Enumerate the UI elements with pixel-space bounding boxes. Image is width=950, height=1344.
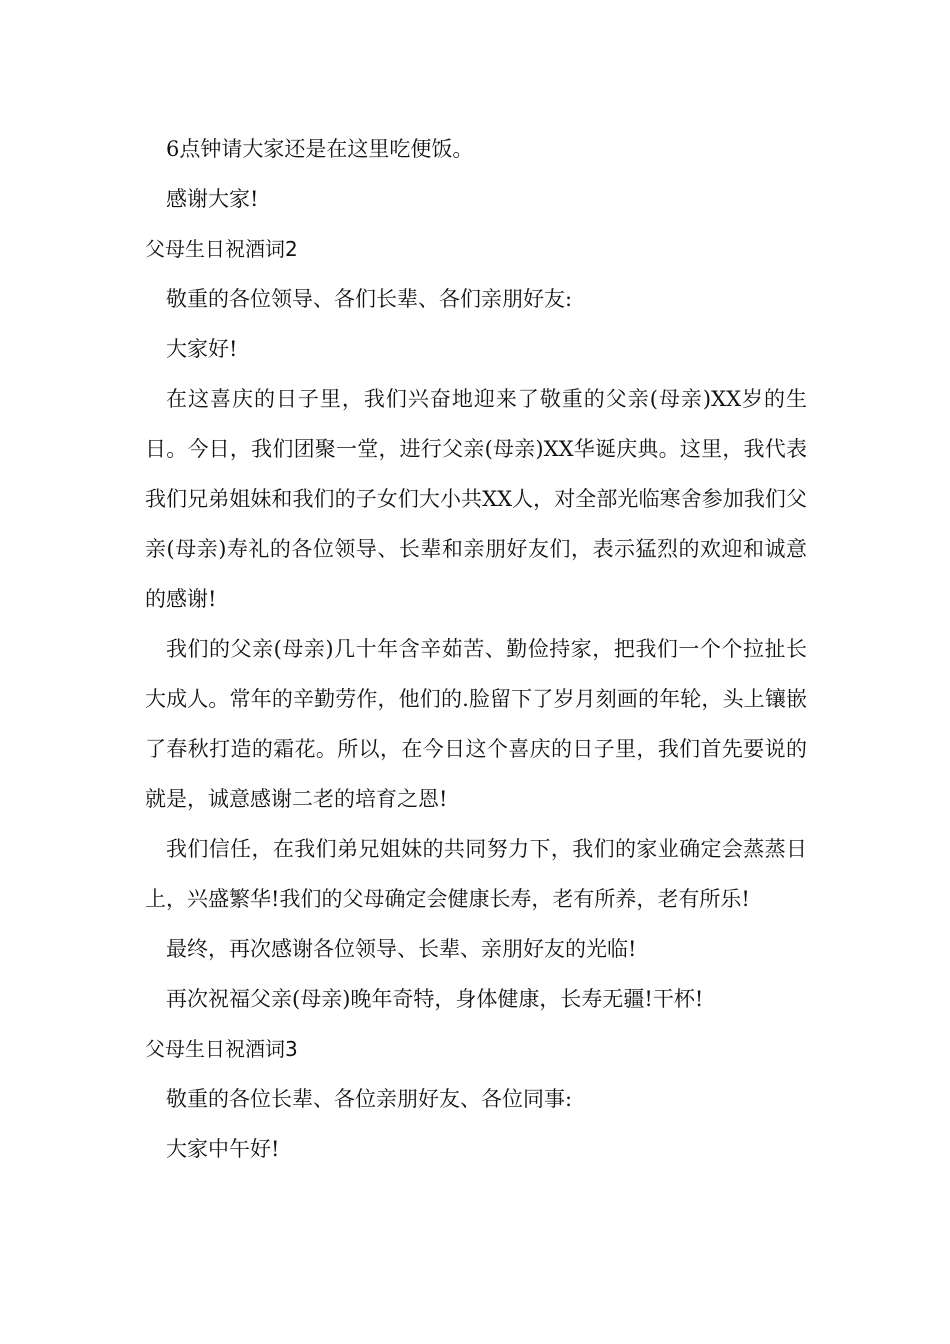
paragraph-closing-thanks: 最终，再次感谢各位领导、长辈、亲朋好友的光临! (166, 937, 637, 961)
paragraph-hello: 大家好! (166, 337, 238, 361)
section-heading-2: 父母生日祝酒词2 (145, 237, 298, 261)
paragraph-welcome: 在这喜庆的日子里，我们兴奋地迎来了敬重的父亲(母亲)XX岁的生日。今日，我们团聚一堂，进行父亲(母亲)XX华诞庆典。这里，我代表我们兄弟姐妹和我们的子女们大小共XX人，对全部光临寒舍参加我们父亲(母亲)寿礼的各位领导、长辈和亲朋好友们，表示猛烈的欢迎和诚意的感谢! (145, 387, 807, 611)
document-body (145, 124, 807, 1174)
section-heading-3: 父母生日祝酒词3 (145, 1037, 298, 1061)
paragraph-greeting-salutation: 敬重的各位领导、各们长辈、各们亲朋好友: (166, 287, 573, 311)
paragraph-dinner-notice: 6点钟请大家还是在这里吃便饭。 (166, 137, 474, 161)
paragraph-noon-hello: 大家中午好! (166, 1137, 280, 1161)
paragraph-thanks: 感谢大家! (166, 187, 259, 211)
paragraph-greeting-salutation-3: 敬重的各位长辈、各位亲朋好友、各位同事: (166, 1087, 573, 1111)
paragraph-toast: 再次祝福父亲(母亲)晚年奇特，身体健康，长寿无疆!干杯! (166, 987, 704, 1011)
paragraph-gratitude: 我们的父亲(母亲)几十年含辛茹苦、勤俭持家，把我们一个个拉扯长大成人。常年的辛勤劳作，他们的.脸留下了岁月刻画的年轮，头上镶嵌了春秋打造的霜花。所以，在今日这个喜庆的日子里，我们首先要说的就是，诚意感谢二老的培育之恩! (145, 637, 807, 811)
paragraph-wishes: 我们信任，在我们弟兄姐妹的共同努力下，我们的家业确定会蒸蒸日上，兴盛繁华!我们的父母确定会健康长寿，老有所养，老有所乐! (145, 837, 807, 911)
